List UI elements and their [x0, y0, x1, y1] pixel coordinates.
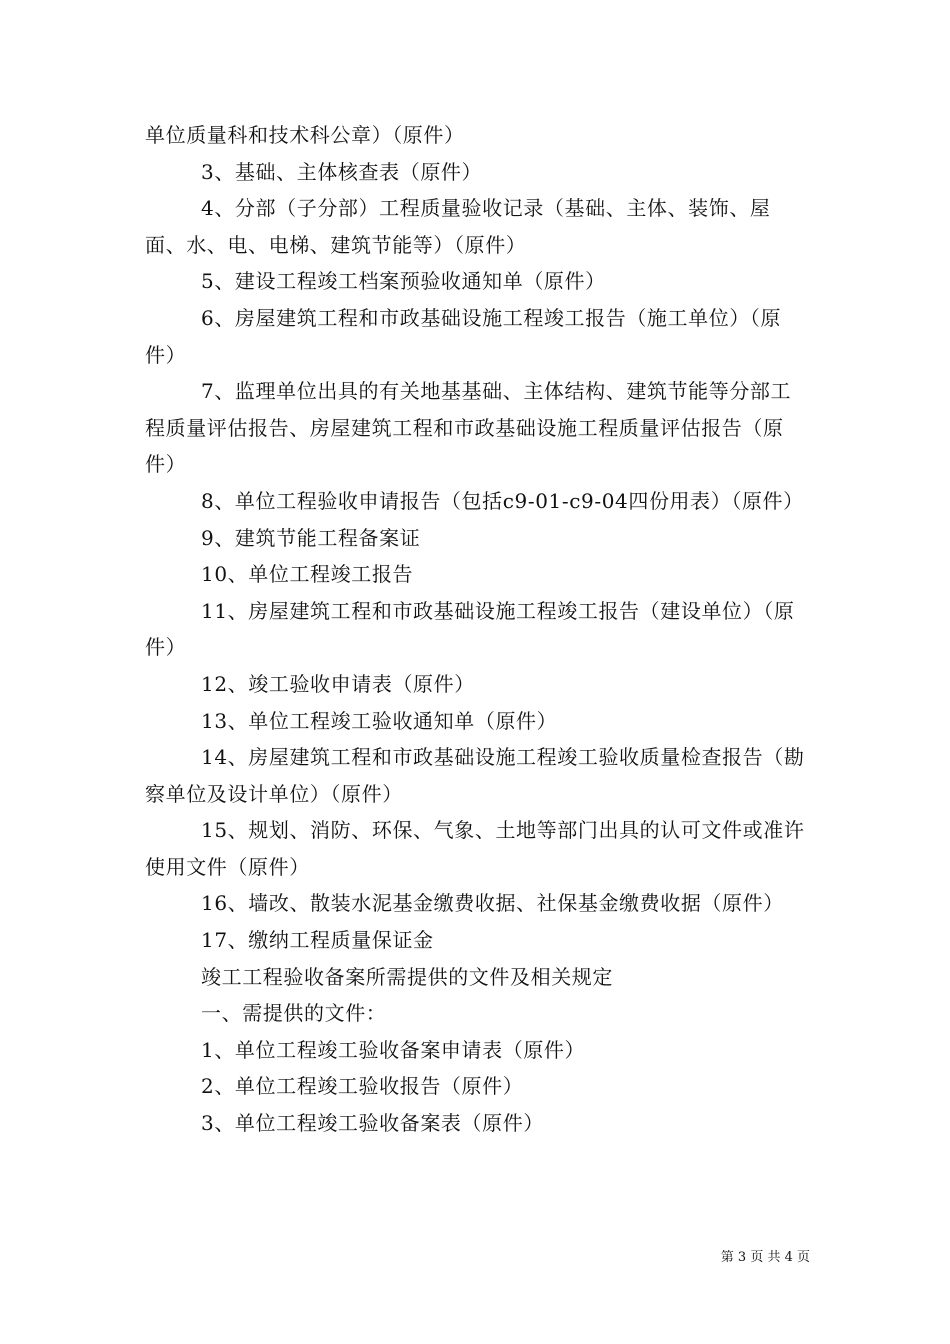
- paragraph-17: 竣工工程验收备案所需提供的文件及相关规定: [201, 964, 613, 989]
- paragraph-19: 1、单位工程竣工验收备案申请表（原件）: [201, 1037, 586, 1062]
- paragraph-6: 7、监理单位出具的有关地基基础、主体结构、建筑节能等分部工程质量评估报告、房屋建筑工程和市政基础设施工程质量评估报告（原件）: [145, 379, 792, 477]
- paragraph-3: 4、分部（子分部）工程质量验收记录（基础、主体、装饰、屋面、水、电、电梯、建筑节能等）（原件）: [145, 196, 771, 257]
- paragraph-2: 3、基础、主体核查表（原件）: [201, 159, 483, 184]
- paragraph-18: 一、需提供的文件：: [201, 1001, 387, 1026]
- paragraph-1: 单位质量科和技术科公章）（原件）: [145, 123, 465, 147]
- paragraph-11: 12、竣工验收申请表（原件）: [201, 671, 475, 696]
- paragraph-8: 9、建筑节能工程备案证: [201, 525, 421, 550]
- paragraph-21: 3、单位工程竣工验收备案表（原件）: [201, 1111, 544, 1136]
- paragraph-7: 8、单位工程验收申请报告（包括c9-01-c9-04四份用表）（原件）: [201, 488, 804, 513]
- paragraph-13: 14、房屋建筑工程和市政基础设施工程竣工验收质量检查报告（勘察单位及设计单位）（原件）: [145, 745, 805, 806]
- paragraph-10: 11、房屋建筑工程和市政基础设施工程竣工报告（建设单位）（原件）: [145, 598, 795, 660]
- paragraph-15: 16、墙改、散装水泥基金缴费收据、社保基金缴费收据（原件）: [201, 891, 784, 916]
- document-body: [145, 117, 810, 1142]
- paragraph-12: 13、单位工程竣工验收通知单（原件）: [201, 708, 558, 733]
- page-number-footer: 第 3 页 共 4 页: [720, 1250, 810, 1265]
- paragraph-16: 17、缴纳工程质量保证金: [201, 928, 434, 953]
- paragraph-9: 10、单位工程竣工报告: [201, 562, 414, 587]
- paragraph-5: 6、房屋建筑工程和市政基础设施工程竣工报告（施工单位）（原件）: [145, 305, 782, 367]
- paragraph-14: 15、规划、消防、环保、气象、土地等部门出具的认可文件或准许使用文件（原件）: [145, 818, 805, 879]
- paragraph-4: 5、建设工程竣工档案预验收通知单（原件）: [201, 269, 606, 294]
- paragraph-20: 2、单位工程竣工验收报告（原件）: [201, 1074, 524, 1099]
